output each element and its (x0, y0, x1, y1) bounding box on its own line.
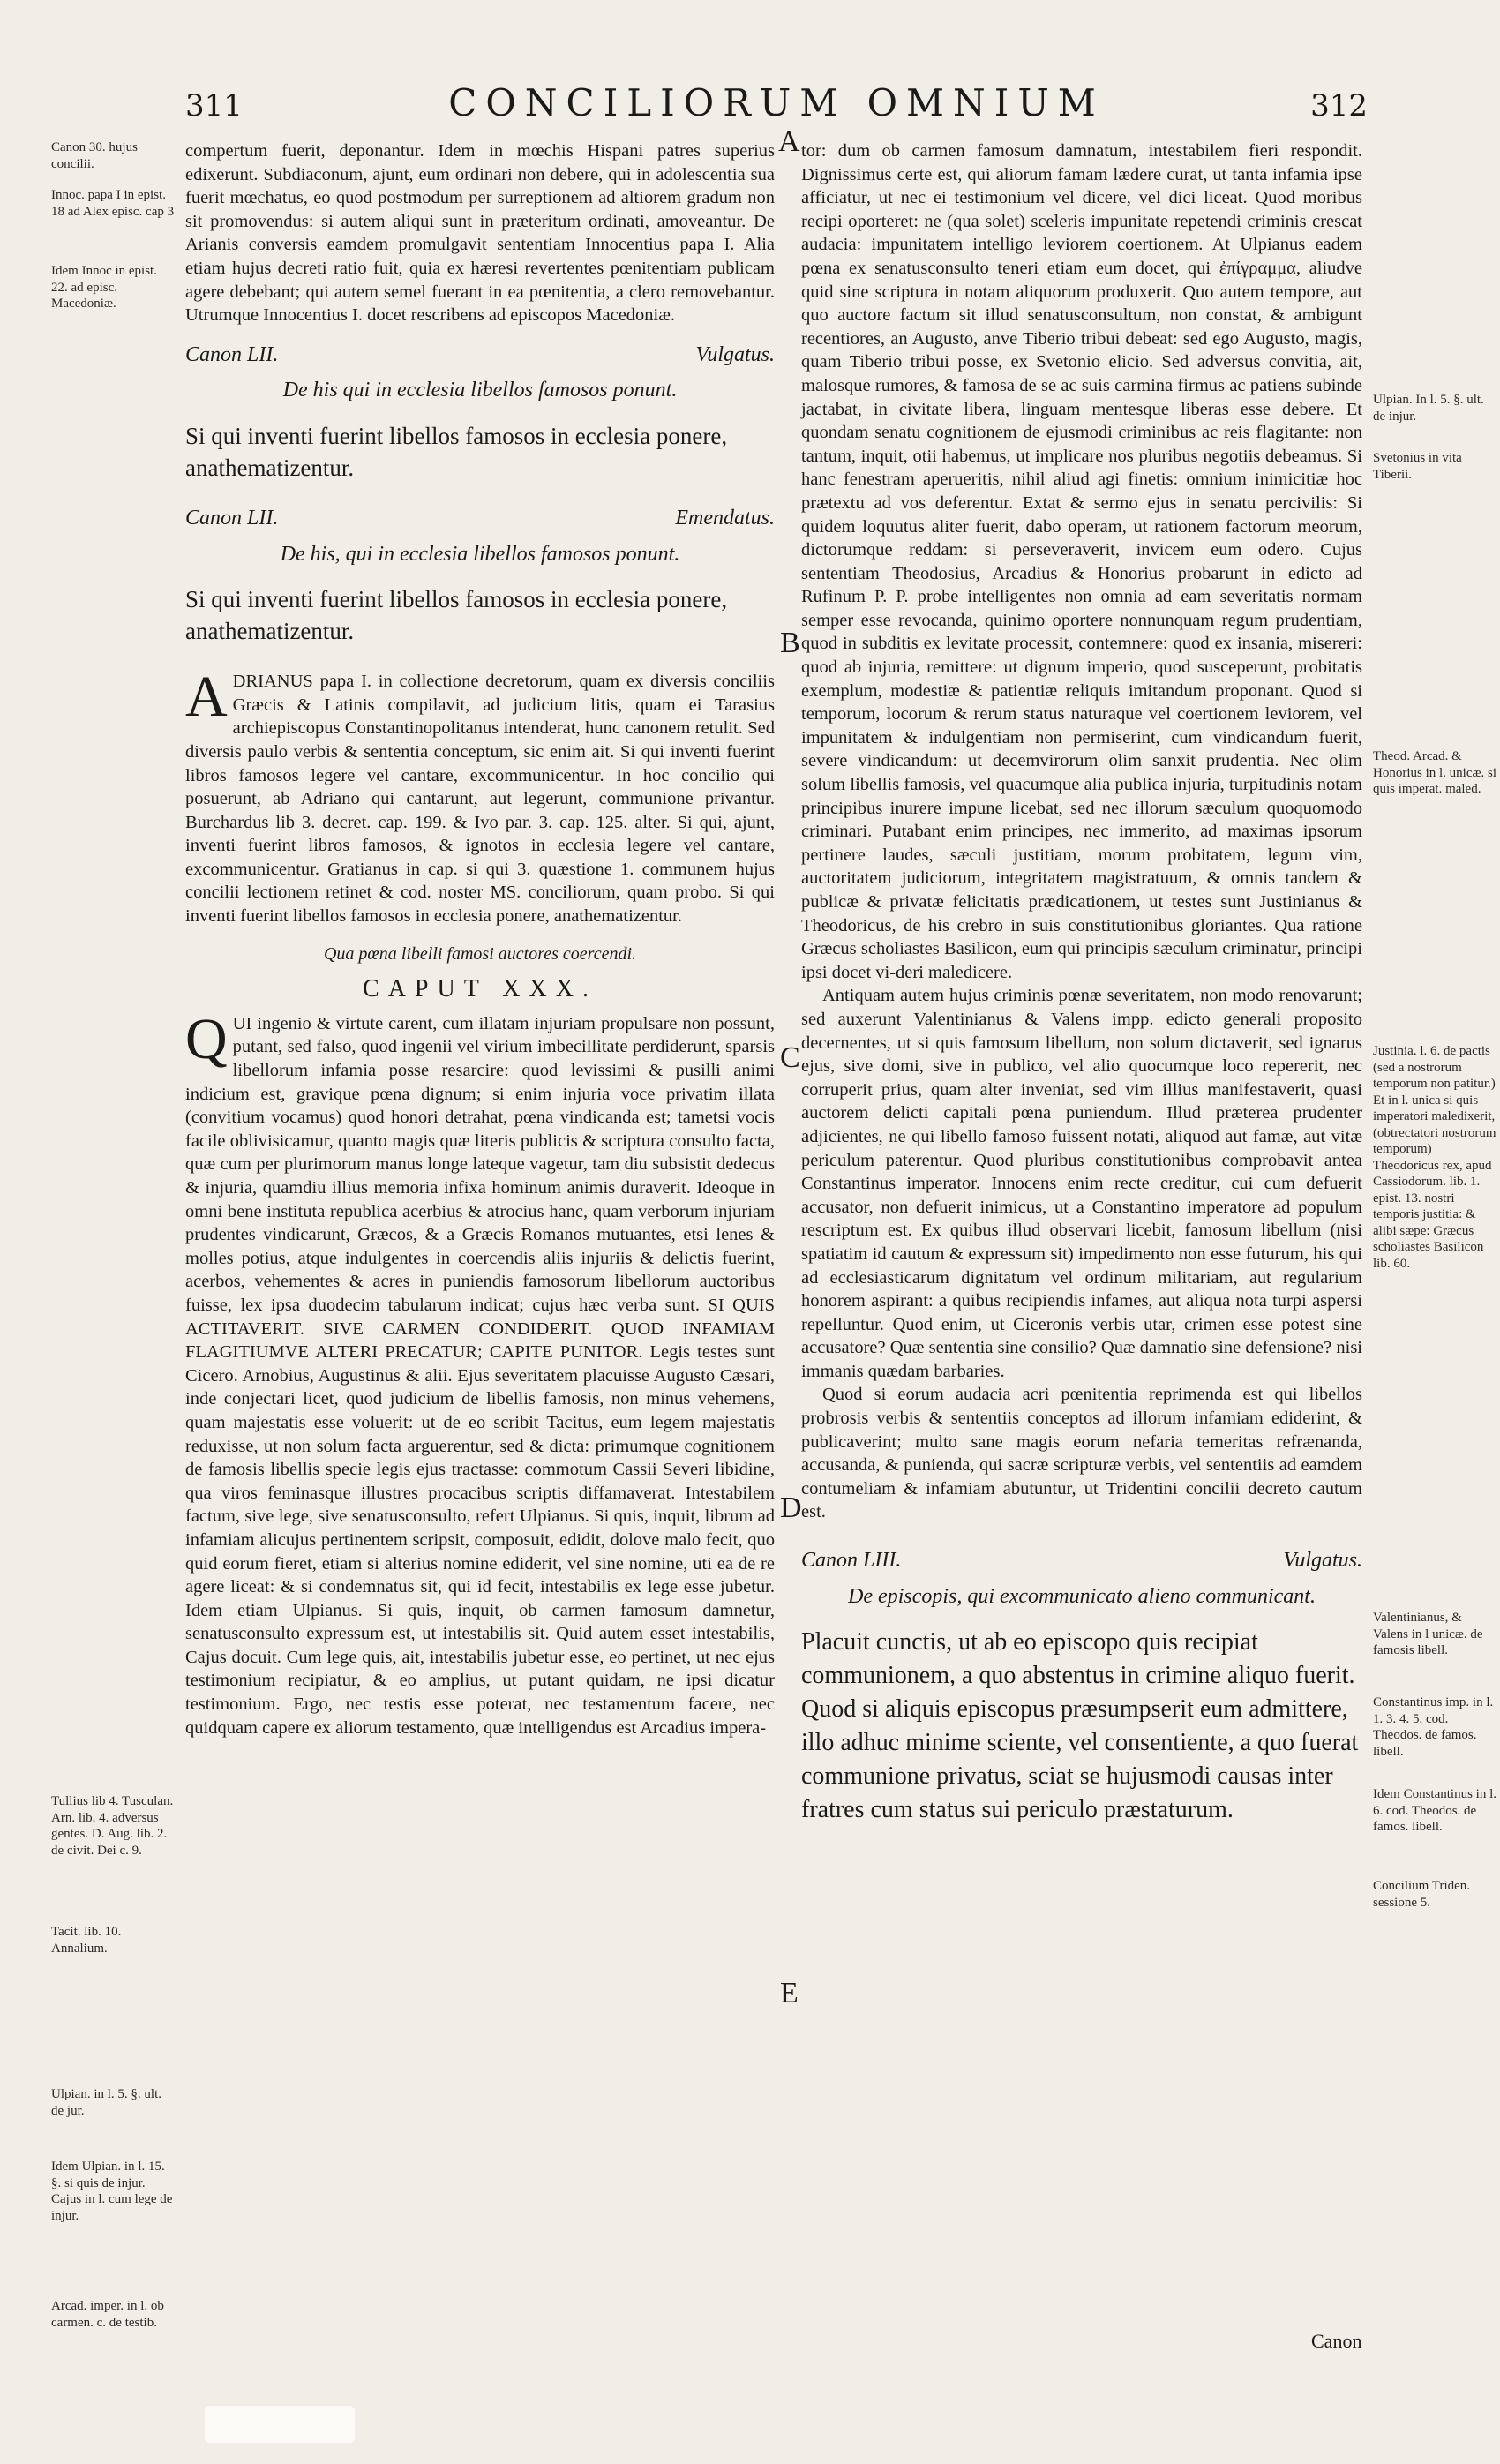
paper-damage (205, 2406, 355, 2443)
commentary-paragraph (185, 1006, 775, 1739)
margin-note: Svetonius in vita Tiberii. (1373, 451, 1462, 482)
canon-subtitle: De his qui in ecclesia libellos famosos ponunt. (282, 379, 678, 402)
paragraph: Quod si eorum audacia acri pœnitentia reprimenda est qui libellos probrosis verbis & sententiis conceptos ad illorum infamiam ediderint, & publicaverint; multo sane magis eorum nefaria temeritas refrænanda, accusanda, & punienda, qui sacræ scripturæ verbis, vel sententiis ad eamdem contumeliam & infamiam abutuntur, ut Tridentini concilii decreto cautum est. (801, 1385, 1362, 1522)
margin-note: Constantinus imp. in l. 1. 3. 4. 5. cod. Theodos. de famos. libell. (1373, 1695, 1494, 1759)
margin-note: Valentinianus, & Valens in l unicæ. de famosis libell. (1373, 1611, 1483, 1657)
paragraph: Antiquam autem hujus criminis pœnæ severitatem, non modo renovarunt; sed auxerunt Valentinianus & Valens impp. edicto generali proposito decernentes, ut si quis famosum libellum, non solum dictaverit, sed ignarus ejus, sive domi, sive in publico, vel alio quocumque loco repererit, nec corruperit prius, quam alter inveniat, sed vim illius manifestaverit, quasi auctorem delicti capitali pœna puniendum. Illud præterea prudenter adjicientes, ne qui libello famoso fuissent notati, aliquod aut famæ, aut vitæ periculum paterentur. Quod pluribus constitutionibus comprobavit antea Constantinus imperator. Innocens enim recte creditur, cui cum defuerit accusator, non defuerit inimicus, ut a Constantino imperatore ad populum rescriptum est. Ex quibus illud observari licebit, famosum libellum (nisi spatiatim id cautum & expressum sit) impedimento non esse futurum, his qui ad ecclesiasticarum dignitatum vel ordinum militariam, aut regularium honorem aspirant: a quibus recipiendis infames, aut aliqua nota turpi aspersi repelluntur. Quod enim, ut Ciceronis verbis utar, crimen esse potest sine accusatore? Quæ sententia sine consilio? Quæ damnatio sine defensione? nisi immanis quædam barbaries. (801, 986, 1362, 1381)
margin-note: Tacit. lib. 10. Annalium. (51, 1925, 122, 1956)
margin-note: Arcad. imper. in l. ob carmen. c. de testib. (51, 2299, 164, 2330)
drop-cap: A (185, 665, 228, 730)
canon-label: Canon LII. (185, 506, 279, 530)
canon-version: Vulgatus. (1283, 1549, 1362, 1573)
margin-note: Concilium Triden. sessione 5. (1373, 1879, 1471, 1910)
left-column (185, 139, 775, 1739)
canon-heading (801, 1549, 1362, 1573)
page-number-right: 312 (1310, 88, 1368, 124)
paragraph-text: DRIANUS papa I. in collectione decretorum, quam ex diversis conciliis Græcis & Latinis compilavit, ad judicium litis, quam ei Tarasius archiepiscopus Constantinopolitanus intenderat, hunc canonem retulit. Sed diversis paulo verbis & sententia conceptum, sic enim ait. Si qui inventi fuerint libros famosos legere vel cantare, excommunicentur. In hoc concilio qui posuerunt, ab Adriano qui cantarunt, aut legerunt, communione privantur. Burchardus lib 3. decret. cap. 199. & Ivo par. 3. cap. 125. alter. Si qui, ajunt, inventi fuerint libros famosos, & ignotos in ecclesia legere vel cantare, excommunicentur. Gratianus in cap. si qui 3. quæstione 1. communem hujus concilii lectionem retinet & cod. noster MS. conciliorum, quam probo. Si qui inventi fuerint libellos famosos in ecclesia ponere, anathematizentur. (185, 672, 775, 927)
canon-subtitle: De episcopis, qui excommunicato alieno communicant. (848, 1584, 1316, 1608)
section-letter-c: C (780, 1041, 800, 1074)
section-letter-b: B (780, 627, 800, 659)
margin-note: Innoc. papa I in epist. 18 ad Alex episc. cap 3 (51, 188, 175, 219)
section-letter-e: E (780, 1977, 799, 2010)
page-number-left: 311 (185, 88, 243, 124)
section-letter-a: A (778, 125, 800, 158)
paragraph-text: UI ingenio & virtute carent, cum illatam injuriam propulsare non possunt, putant, sed falso, quod ingenii vel virium imbecillitate perdiderunt, sparsis libellorum infamia posse resarcire: quod levissimi & pusilli animi indicium est, gravique pœna dignum; si enim injuria voce privatim illata (convitium vocamus) quod honori detrahat, pœna vindicanda est; tametsi vocis facile oblivisicamur, quanto magis quæ literis publicis & scriptura consulto facta, quæ cum per plurimorum manus longe lateque vagetur, tam diu subsistit dedecus & injuria, quamdiu illius memoria infixa hominum animis duraverit. Ideoque in omni bene instituta republica acerbius & atrocius hanc, quam verborum injuriam prudentes vindicarunt, Græcos, & a Græcis Romanos mutuantes, etsi lenes & molles potius, atque indulgentes in coercendis aliis injuriis & delictis fuerint, acerbos, vehementes & acres in puniendis famosorum libellorum auctoribus fuisse, lex ipsa duodecim tabularum indicat; cujus hæc verba sunt. SI QUIS ACTITAVERIT. SIVE CARMEN CONDIDERIT. QUOD INFAMIAM FLAGITIUMVE ALTERI PRECATUR; CAPITE PUNITOR. Legis testes sunt Cicero. Arnobius, Augustinus & alii. Ejus severitatem placuisse Augusto Cæsari, inde conjectari licet, quod judicium de libellis famosis, non minus vehemens, quam majestatis esse voluerit: ut de eo scribit Tacitus, eum legem majestatis reduxisse, ut non solum facta arguerentur, sed & dicta: primumque cognitionem de famosis libellis specie legis ejus tractasse: commotum Cassii Severi libidine, qua viros feminasque illustres procacibus scriptis diffamaverat. Intestabilem factum, sive lege, sive senatusconsulto, refert Ulpianus. Si quis, inquit, librum ad infamiam alicujus pertinentem scripsit, composuit, edidit, dolove malo fecit, quo quid eorum fieret, etiam si alterius nomine ediderit, vel sine nomine, uti ea de re agere liceat: & si condemnatus sit, qui id fecit, intestabilis ex lege esse jubetur. Idem etiam Ulpianus. Si quis, inquit, ob carmen famosum damnetur, senatusconsulto expressum est, ut intestabilis sit. Quid autem esset intestabilis, Cajus docuit. Cum lege quis, ait, intestabilis jubetur esse, eo pertinet, ut nec ejus testimonium recipiatur, & eo amplius, ut putant quidam, ne ipsi dicatur testimonium. Ergo, nec testis esse poterat, nec testamentum facere, nec quidquam capere ex aliorum testamento, quæ intelligendus est Arcadius impera- (185, 1013, 775, 1738)
drop-cap: Q (185, 1006, 228, 1071)
running-title: CONCILIORUM OMNIUM (448, 81, 1105, 124)
margin-note: Ulpian. in l. 5. §. ult. de jur. (51, 2087, 161, 2118)
paragraph: compertum fuerit, deponantur. Idem in mœchis Hispani patres superius edixerunt. Subdiaconum, ajunt, eum ordinari non debere, qui in adolescentia sua fuerit mœchatus, eo quod postmodum per surreptionem ad altiorem gradum non sit promovendus: si autem aliqui sunt in præteritum ordinati, amoveantur. De Arianis conversis eamdem promulgavit sententiam Innocentius papa I. Alia etiam hujus decreti ratio fuit, quia ex hæresi revertentes pœnitentiam publicam agere debebant; qui autem semel fuerant in ea pœnitentia, a clero removebantur. Utrumque Innocentius I. docet rescribens ad episcopos Macedoniæ. (185, 141, 775, 326)
margin-note: Idem Constantinus in l. 6. cod. Theodos. de famos. libell. (1373, 1787, 1496, 1834)
catchword: Canon (1311, 2330, 1362, 2352)
chapter-heading: CAPUT XXX. (363, 975, 597, 1003)
canon-version: Emendatus. (675, 506, 775, 530)
margin-note: Tullius lib 4. Tusculan. Arn. lib. 4. adversus gentes. D. Aug. lib. 2. de civit. Dei c. 9. (51, 1794, 174, 1858)
section-summary: Qua pœna libelli famosi auctores coercendi. (323, 943, 637, 964)
canon-label: Canon LIII. (801, 1549, 902, 1573)
margin-note: Idem Ulpian. in l. 15. §. si quis de injur. Cajus in l. cum lege de injur. (51, 2160, 173, 2223)
margin-note: Ulpian. In l. 5. §. ult. de injur. (1373, 393, 1484, 424)
margin-note: Theod. Arcad. & Honorius in l. unicæ. si quis imperat. maled. (1373, 749, 1497, 796)
canon-label: Canon LII. (185, 342, 279, 366)
right-column (801, 139, 1362, 1850)
margin-note: Justinia. l. 6. de pactis (sed a nostrorum temporum non patitur.) Et in l. unica si quis imperatori maledixerit, (obtrectatori nostrorum temporum) Theodoricus rex, apud Cassiodorum. lib. 1. epist. 13. nostri temporis justitia: & alibi sæpe: Græcus scholiastes Basilicon lib. 60. (1373, 1044, 1496, 1271)
canon-text: Placuit cunctis, ut ab eo episcopo quis recipiat communionem, a quo abstentus in crimine aliquo fuerit. Quod si aliquis episcopus præsumpserit eum admittere, illo adhuc minime sciente, vel consentiente, a quo fuerat communione privatus, sciat se hujusmodi causas inter fratres cum status sui periculo præstaturum. (801, 1628, 1359, 1824)
margin-note: Canon 30. hujus concilii. (51, 140, 138, 171)
page-header (176, 81, 1376, 134)
canon-heading (185, 507, 775, 530)
canon-version: Vulgatus. (695, 342, 775, 366)
paragraph: tor: dum ob carmen famosum damnatum, intestabilem fieri respondit. Dignissimus certe est, qui aliorum famam lædere curat, ut tanta infamia ipse afficiatur, ut nec ei testimonium vel dicere, vel dici liceat. Quod moribus recipi oporteret: ne (qua solet) sceleris impunitate repetendi criminis crescat audacia: impunitatem intelligo leviorem coertionem. At Ulpianus eadem pœna ex senatusconsulto teneri etiam eum docet, qui ἐπίγραμμα, aliudve quid sine scriptura in notam aliquorum produxerit. Quo autem tempore, aut quo auctore factum sit illud senatusconsultum, non constat, & ambigunt recentiores, an Augusto, anve Tiberio tribui debeat: sed ego Augusto, magis, quam Tiberio tribui posse, ex Svetonio elicio. Sed adversus convitia, ait, malosque rumores, & famosa de se ac suis carmina firmus ac patiens subinde jactabat, in civitate libera, linguam mentesque liberas esse debere. Et quondam senatu cognitionem de ejusmodi criminibus ac reis flagitante: non tantum, inquit, otii habemus, ut implicare nos pluribus negotiis debeamus. Si hanc fenestram aperueritis, nihil aliud agi finetis: omnium inimicitiæ hoc prætextu ad vos deferentur. Extat & sermo ejus in senatu percivilis: Si quidem loquutus aliter fuerit, dabo operam, ut rationem factorum meorum, dictorumque reddam: si perseveraverit, invicem eum odero. Cujus sententiam Theodosius, Arcadius & Honorius probarunt in edicto ad Rufinum P. P. probe intelligentes non omnia ad eam severitatis normam semper esse revocanda, quinimo oportere nonnunquam regum prudentiam, quod in subditis ex levitate processit, contemnere: quod ex insania, misereri: quod ab injuria, remittere: ut dignum imperio, quod susceperunt, probitatis exemplum, modestiæ & patientiæ reliquis imitandum proponant. Quod si temporum, locorum & rerum status naturaque vel coertionem leviorem, vel impunitatem & indulgentiam non permiserint, cum vindicandum fuerit, severe vindicandum: ut decemvirorum olim sanxit prudentia. Nec olim solum libellis famosis, vel quacumque alia publica injuria, turpitudinis notam principibus inurere impune licebat, sed nec illorum sæculum quoquomodo criminari. Putabant enim principes, nec immerito, ad maximas ipsorum pertinere laudes, sæculi justitiam, morum probitatem, legum vim, auctoritatem judiciorum, integritatem magistratuum, & omnis tandem & publicæ & privatæ felicitatis prædicationem, ut testes sunt Justinianus & Theodoricus, de his crebro in suis constitutionibus gloriantes. Qua ratione Græcus scholiastes Basilicon, eum qui principis sæculum criminatur, principi ipsi docet vi-deri maledicere. (801, 141, 1362, 982)
commentary-paragraph (185, 665, 775, 928)
canon-text: Si qui inventi fuerint libellos famosos in ecclesia ponere, anathematizentur. (185, 586, 728, 645)
section-letter-d: D (780, 1491, 802, 1524)
canon-text: Si qui inventi fuerint libellos famosos in ecclesia ponere, anathematizentur. (185, 422, 728, 481)
canon-subtitle: De his, qui in ecclesia libellos famosos ponunt. (280, 542, 680, 566)
canon-heading (185, 343, 775, 367)
margin-note: Idem Innoc in epist. 22. ad episc. Macedoniæ. (51, 264, 157, 311)
